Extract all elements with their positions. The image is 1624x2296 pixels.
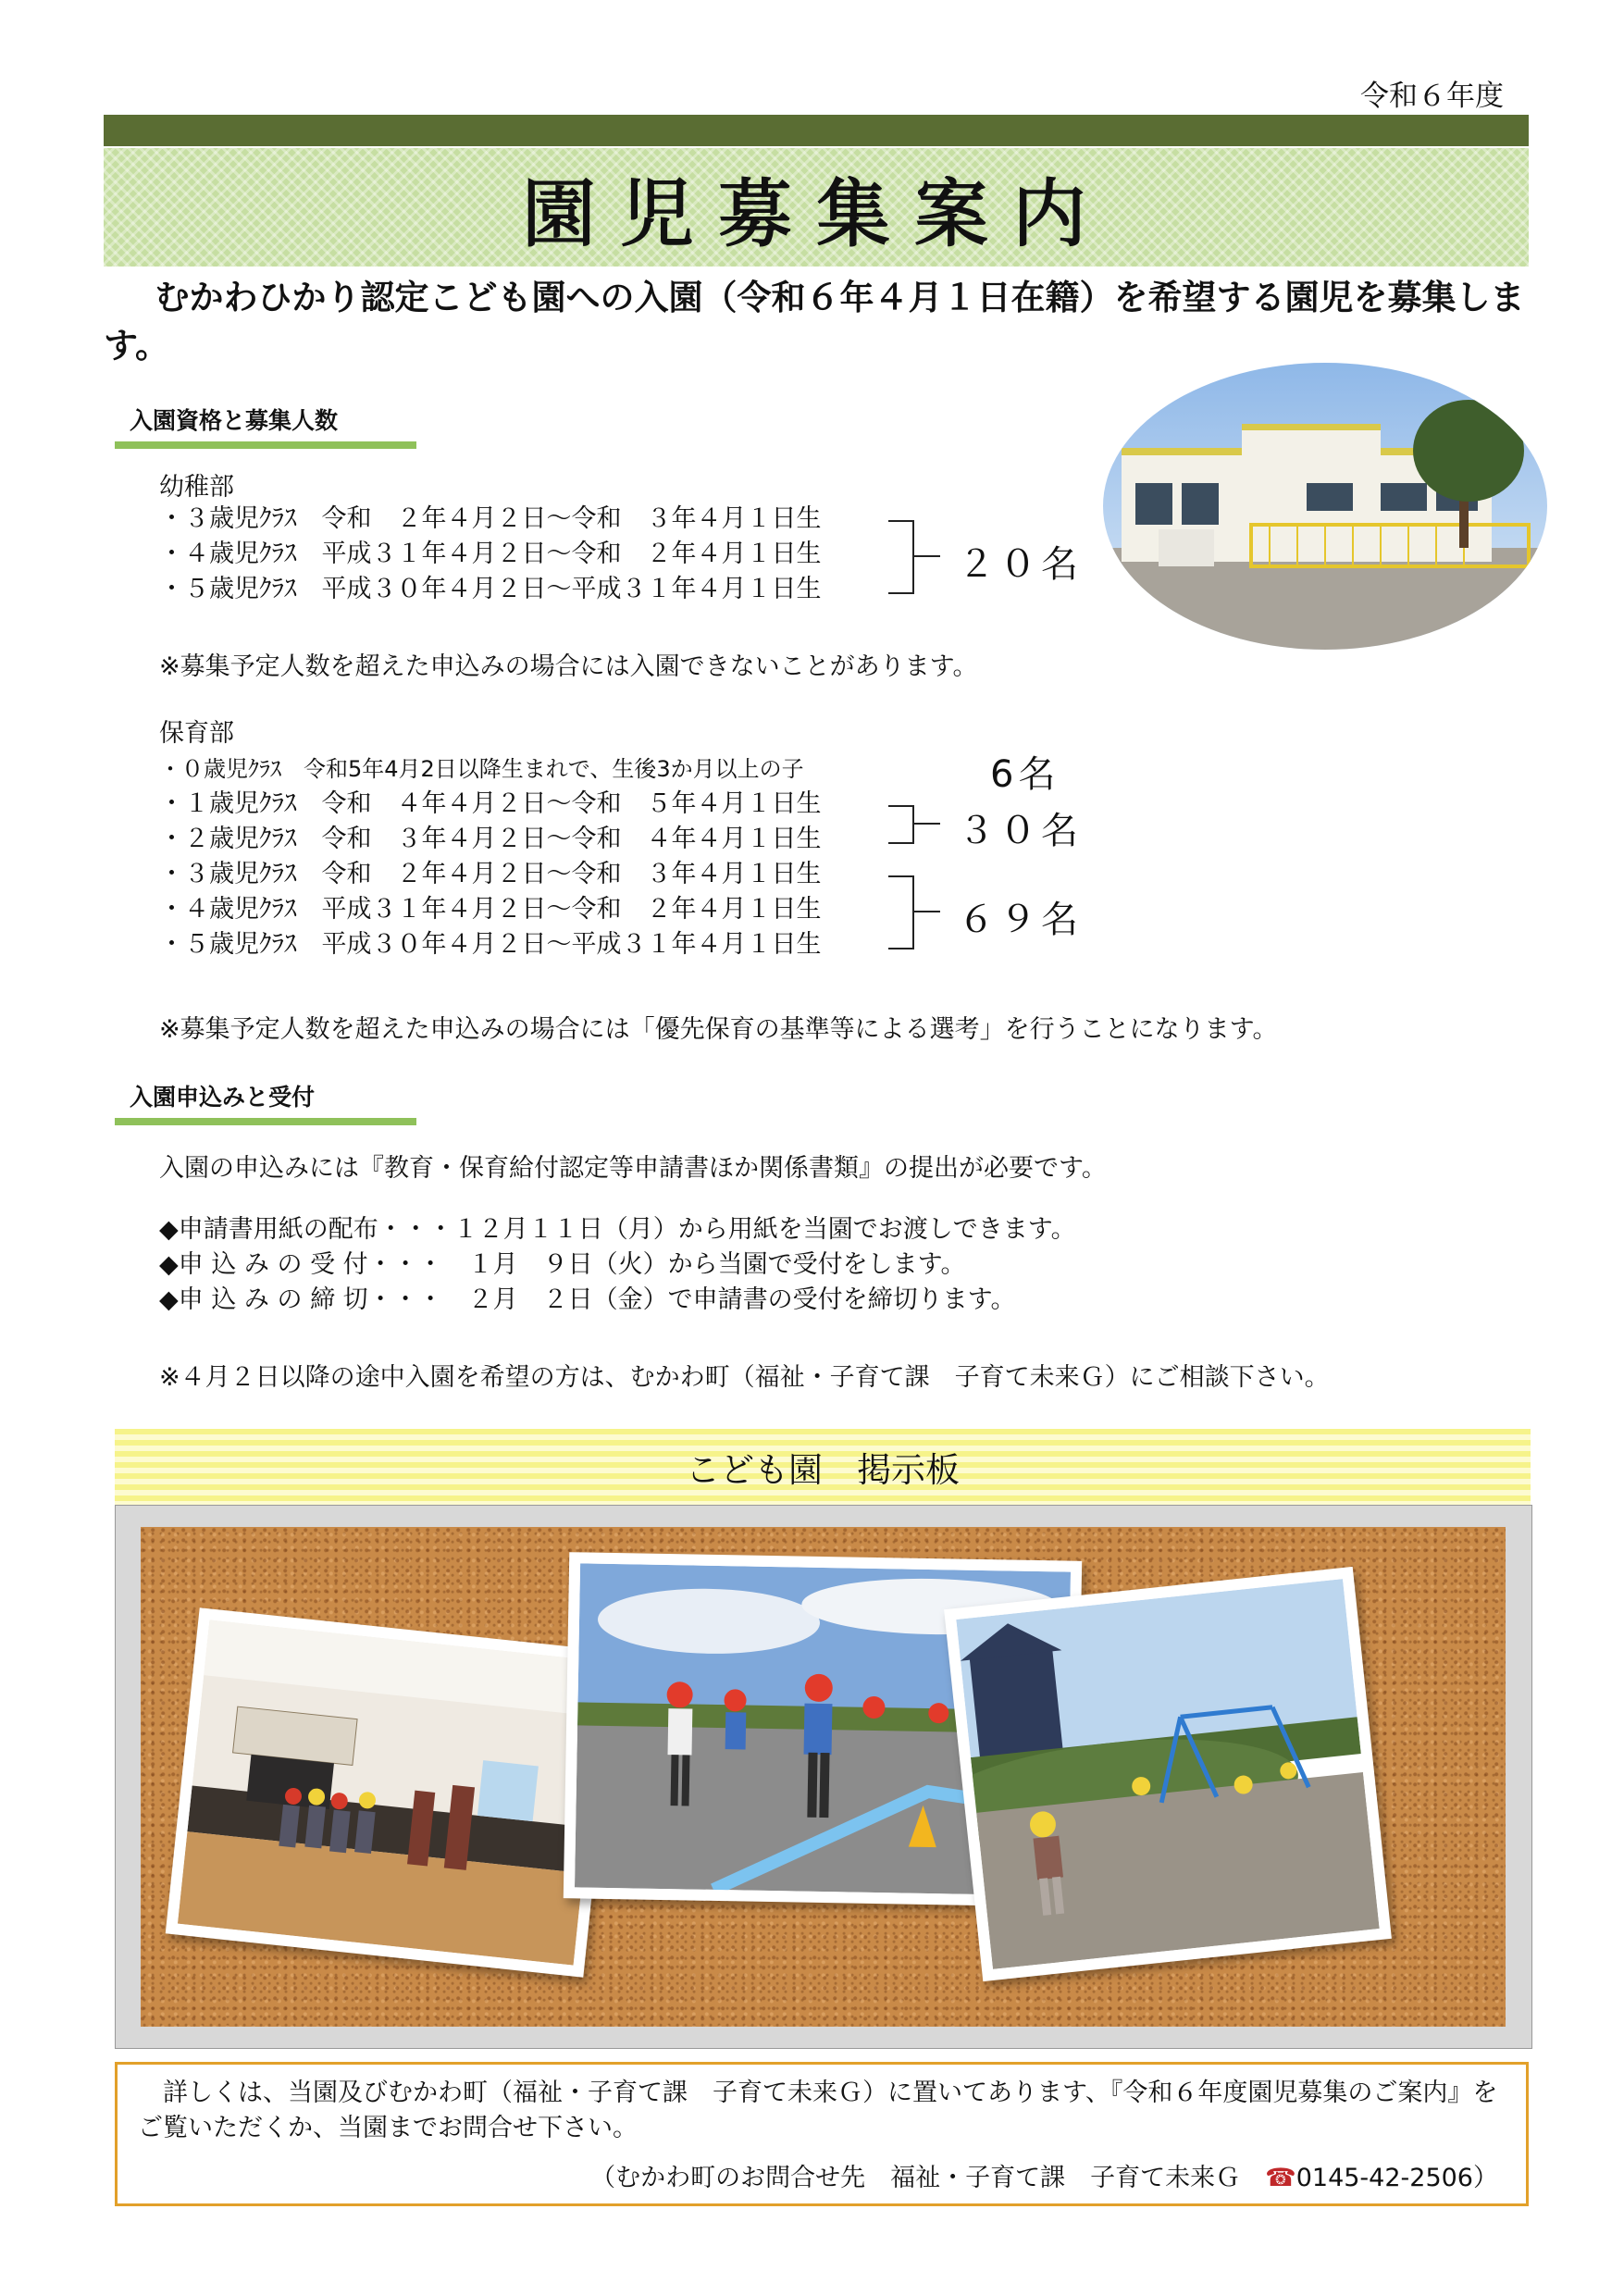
contact-line <box>590 2157 1498 2193</box>
class-name: ・４歳児ｸﾗｽ <box>159 895 297 924</box>
kindergarten-bracket-tick <box>912 555 940 557</box>
contact-message: 詳しくは、当園及びむかわ町（福祉・子育て課 子育て未来Ｇ）に置いてあります、『令和６年度園児募集のご案内』をご覧いただくか、当園までお問合せ下さい。 <box>138 2079 1498 2142</box>
title-top-band <box>104 115 1529 146</box>
nursery-rows <box>159 751 822 962</box>
application-lead: 入園の申込みには『教育・保育給付認定等申請書ほか関係書類』の提出が必要です。 <box>159 1154 1107 1183</box>
contact-box <box>115 2062 1529 2206</box>
title-band <box>104 148 1529 267</box>
bracket-3-5-year <box>888 875 914 949</box>
table-row <box>159 572 822 607</box>
photo-playground <box>944 1567 1392 1981</box>
kindergarten-rows <box>159 502 822 607</box>
contact-phone: 0145-42-2506 <box>1295 2164 1473 2192</box>
class-name: ・５歳児ｸﾗｽ <box>159 575 297 603</box>
birth-range: 平成３１年４月２日～令和 ２年４月１日生 <box>321 895 822 924</box>
table-row <box>159 822 822 857</box>
capacity-3-5-year: ６９名 <box>958 899 1083 941</box>
kindergarten-label: 幼稚部 <box>159 473 234 502</box>
class-name: ・４歳児ｸﾗｽ <box>159 540 297 568</box>
nursery-label: 保育部 <box>159 719 234 748</box>
table-row <box>159 857 822 892</box>
schedule-item: ◆申請書用紙の配布・・・１２月１１日（月）から用紙を当園でお渡しできます。 <box>159 1215 1076 1244</box>
kindergarten-capacity: ２０名 <box>958 543 1083 586</box>
birth-range: 令和 ４年４月２日～令和 ５年４月１日生 <box>321 789 822 818</box>
class-name: ・３歳児ｸﾗｽ <box>159 504 297 533</box>
capacity-1-2-year: ３０名 <box>958 810 1083 852</box>
section-heading-application: 入園申込みと受付 <box>115 1079 416 1125</box>
contact-line-close: ） <box>1473 2164 1498 2192</box>
class-name: ・５歳児ｸﾗｽ <box>159 930 297 959</box>
bracket-3-5-tick <box>912 911 940 912</box>
birth-range: 令和5年4月2日以降生まれで、生後3か月以上の子 <box>304 756 804 782</box>
birth-range: 平成３０年４月２日～平成３１年４月１日生 <box>321 930 822 959</box>
class-name: ・１歳児ｸﾗｽ <box>159 789 297 818</box>
birth-range: 令和 ２年４月２日～令和 ３年４月１日生 <box>321 860 822 888</box>
capacity-0-year: 6名 <box>990 753 1060 796</box>
birth-range: 平成３０年４月２日～平成３１年４月１日生 <box>321 575 822 603</box>
application-schedule <box>159 1212 1076 1318</box>
contact-department: （むかわ町のお問合せ先 福祉・子育て課 子育て未来Ｇ <box>590 2164 1266 2192</box>
photo-indoor-hall <box>166 1607 618 1978</box>
table-row <box>159 537 822 572</box>
kindergarten-bracket <box>888 520 914 594</box>
table-row <box>159 751 822 787</box>
intro-text: むかわひかり認定こども園への入園（令和６年４月１日在籍）を希望する園児を募集します。 <box>104 278 1525 366</box>
kindergarten-note: ※募集予定人数を超えた申込みの場合には入園できないことがあります。 <box>159 652 978 681</box>
bulletin-header <box>115 1429 1531 1505</box>
building-photo <box>1103 363 1547 650</box>
table-row <box>159 927 822 962</box>
class-name: ・０歳児ｸﾗｽ <box>159 756 281 782</box>
bracket-1-2-tick <box>912 823 940 825</box>
bracket-1-2-year <box>888 805 914 844</box>
page-title: 園児募集案内 <box>522 170 1110 257</box>
birth-range: 平成３１年４月２日～令和 ２年４月１日生 <box>321 540 822 568</box>
section-heading-eligibility: 入園資格と募集人数 <box>115 403 416 449</box>
birth-range: 令和 ３年４月２日～令和 ４年４月１日生 <box>321 825 822 853</box>
contact-text <box>138 2076 1507 2146</box>
nursery-note: ※募集予定人数を超えた申込みの場合には「優先保育の基準等による選考」を行うことになります。 <box>159 1015 1278 1044</box>
birth-range: 令和 ２年４月２日～令和 ３年４月１日生 <box>321 504 822 533</box>
schedule-item: ◆申 込 み の 受 付・・・ １月 ９日（火）から当園で受付をします。 <box>159 1250 966 1279</box>
class-name: ・２歳児ｸﾗｽ <box>159 825 297 853</box>
fiscal-year: 令和６年度 <box>1360 80 1504 113</box>
class-name: ・３歳児ｸﾗｽ <box>159 860 297 888</box>
application-note: ※４月２日以降の途中入園を希望の方は、むかわ町（福祉・子育て課 子育て未来Ｇ）にご相談下さい。 <box>159 1363 1330 1392</box>
bulletin-title: こども園 掲示板 <box>686 1450 960 1490</box>
schedule-item: ◆申 込 み の 締 切・・・ ２月 ２日（金）で申請書の受付を締切ります。 <box>159 1285 1016 1314</box>
telephone-icon: ☎ <box>1265 2164 1296 2192</box>
table-row <box>159 892 822 927</box>
table-row <box>159 502 822 537</box>
table-row <box>159 787 822 822</box>
